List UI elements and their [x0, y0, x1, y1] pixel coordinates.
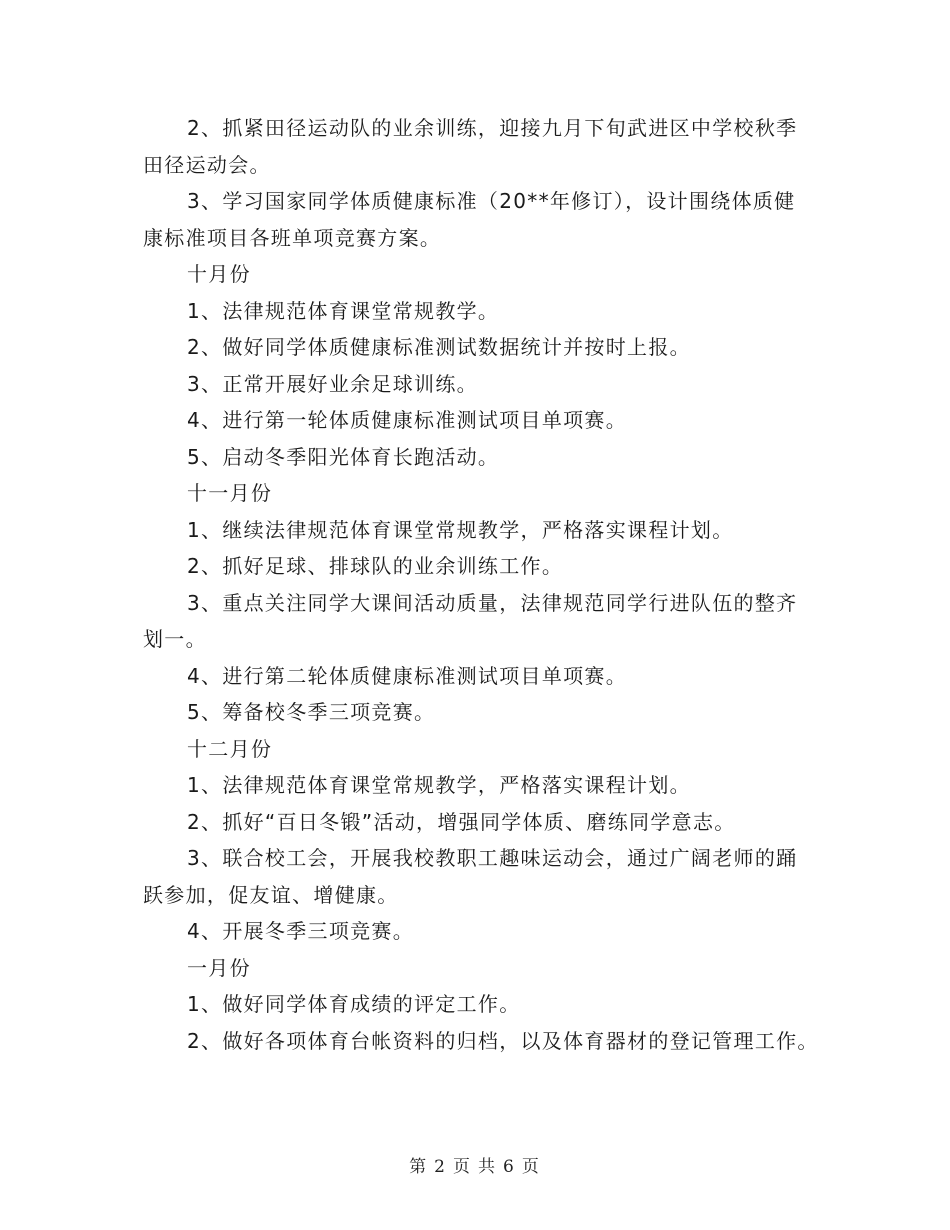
- paragraph-line: 跃参加，促友谊、增健康。: [143, 882, 399, 907]
- paragraph-line: 3、学习国家同学体质健康标准（20**年修订），设计围绕体质健: [187, 189, 796, 213]
- paragraph-line: 1、做好同学体育成绩的评定工作。: [187, 992, 521, 1016]
- page-footer: [0, 1152, 950, 1177]
- month-heading: 十月份: [187, 262, 251, 286]
- month-heading: 十一月份: [187, 481, 273, 505]
- paragraph-line: 5、筹备校冬季三项竞赛。: [187, 700, 436, 724]
- paragraph-line: 2、抓好“百日冬锻”活动，增强同学体质、磨练同学意志。: [187, 809, 736, 834]
- document-body: [143, 110, 833, 1059]
- paragraph-line: 4、进行第二轮体质健康标准测试项目单项赛。: [187, 663, 628, 688]
- paragraph-line: 1、法律规范体育课堂常规教学，严格落实课程计划。: [187, 773, 691, 797]
- paragraph-line: 划一。: [143, 627, 207, 651]
- paragraph-line: 3、联合校工会，开展我校教职工趣味运动会，通过广阔老师的踊: [187, 846, 798, 870]
- paragraph-line: 2、做好各项体育台帐资料的归档，以及体育器材的登记管理工作。: [187, 1028, 819, 1053]
- paragraph-line: 3、正常开展好业余足球训练。: [187, 371, 478, 396]
- paragraph-line: 1、继续法律规范体育课堂常规教学，严格落实课程计划。: [187, 517, 734, 542]
- footer-current-page: 2: [434, 1157, 447, 1177]
- paragraph-line: 3、重点关注同学大课间活动质量，法律规范同学行进队伍的整齐: [187, 590, 798, 615]
- paragraph-line: 2、做好同学体质健康标准测试数据统计并按时上报。: [187, 335, 691, 359]
- month-heading: 十二月份: [187, 736, 273, 761]
- paragraph-line: 5、启动冬季阳光体育长跑活动。: [187, 444, 500, 469]
- footer-label-prefix: 第: [409, 1157, 429, 1177]
- paragraph-line: 4、开展冬季三项竞赛。: [187, 919, 415, 943]
- footer-label-suffix: 页: [521, 1157, 541, 1177]
- paragraph-line: 田径运动会。: [143, 152, 271, 177]
- paragraph-line: 1、法律规范体育课堂常规教学。: [187, 298, 500, 323]
- month-heading: 一月份: [187, 955, 251, 980]
- paragraph-line: 康标准项目各班单项竞赛方案。: [143, 225, 442, 250]
- paragraph-line: 2、抓紧田径运动队的业余训练，迎接九月下旬武进区中学校秋季: [187, 116, 798, 140]
- footer-label-page: 页: [453, 1157, 472, 1177]
- paragraph-line: 2、抓好足球、排球队的业余训练工作。: [187, 554, 564, 578]
- footer-label-total: 共: [478, 1157, 497, 1177]
- footer-total-pages: 6: [503, 1157, 516, 1177]
- paragraph-line: 4、进行第一轮体质健康标准测试项目单项赛。: [187, 408, 628, 432]
